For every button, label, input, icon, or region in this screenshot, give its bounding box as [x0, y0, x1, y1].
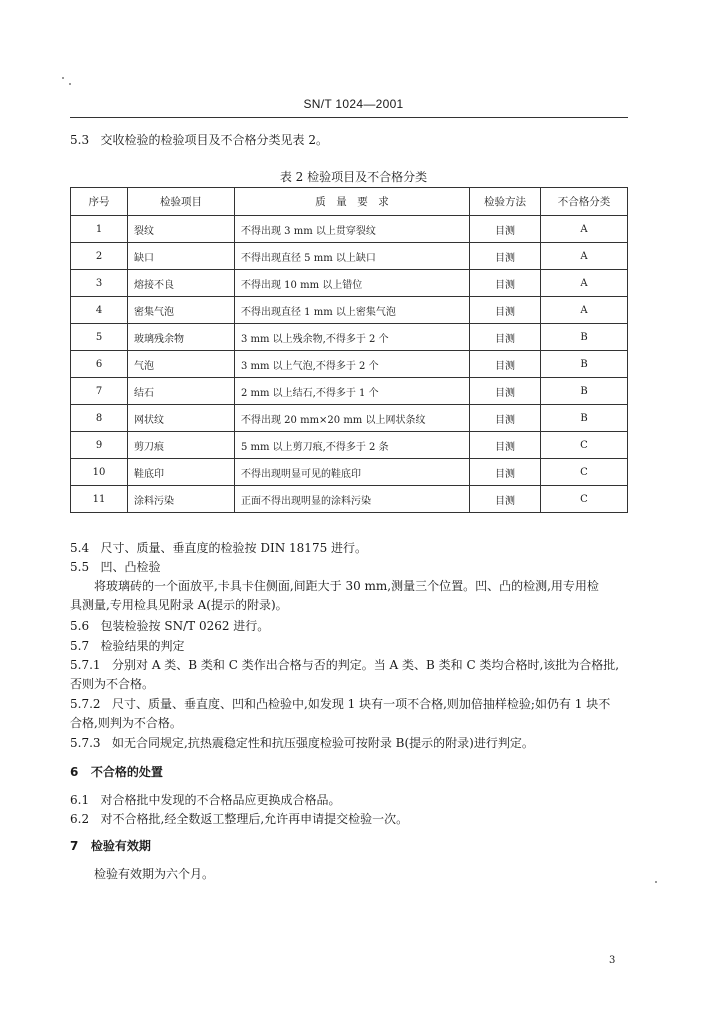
- quality-requirement: 不得出现直径 5 mm 以上缺口: [235, 243, 470, 270]
- clause-title: 检验结果的判定: [100, 639, 185, 653]
- clause-5-5-body-line-1: 将玻璃砖的一个面放平,卡具卡住侧面,间距大于 30 mm,测量三个位置。凹、凸的检测,用专用检: [94, 579, 599, 593]
- clause-text: 分别对 A 类、B 类和 C 类作出合格与否的判定。当 A 类、B 类和 C 类均合格时,该批为合格批,: [112, 658, 620, 672]
- inspection-method: 目测: [470, 324, 541, 351]
- column-header-method: 检验方法: [470, 188, 541, 216]
- inspection-item: 气泡: [128, 351, 235, 378]
- nonconformity-class: A: [541, 243, 628, 270]
- table-row: [71, 297, 628, 324]
- quality-requirement: 正面不得出现明显的涂料污染: [235, 486, 470, 513]
- section-number: 6: [70, 765, 79, 779]
- clause-5-5: [70, 559, 161, 575]
- nonconformity-class: A: [541, 270, 628, 297]
- row-number: 11: [71, 486, 128, 513]
- quality-requirement: 不得出现 10 mm 以上错位: [235, 270, 470, 297]
- inspection-item: 裂纹: [128, 216, 235, 243]
- section-6-heading: [70, 764, 163, 780]
- clause-number: 5.6: [70, 619, 90, 633]
- inspection-method: 目测: [470, 216, 541, 243]
- clause-number: 6.2: [70, 812, 90, 826]
- row-number: 8: [71, 405, 128, 432]
- quality-requirement: 3 mm 以上残余物,不得多于 2 个: [235, 324, 470, 351]
- table-row: [71, 486, 628, 513]
- column-header-item: 检验项目: [128, 188, 235, 216]
- inspection-item: 玻璃残余物: [128, 324, 235, 351]
- inspection-item: 缺口: [128, 243, 235, 270]
- inspection-method: 目测: [470, 486, 541, 513]
- column-header-requirement: 质 量 要 求: [235, 188, 470, 216]
- row-number: 2: [71, 243, 128, 270]
- table-body: [71, 216, 628, 513]
- page-number: 3: [609, 955, 616, 966]
- section-7-heading: [70, 838, 151, 854]
- table-row: [71, 405, 628, 432]
- inspection-item: 剪刀痕: [128, 432, 235, 459]
- inspection-method: 目测: [470, 297, 541, 324]
- row-number: 10: [71, 459, 128, 486]
- table-row: [71, 351, 628, 378]
- clause-6-2: [70, 811, 408, 827]
- clause-text: 尺寸、质量、垂直度、凹和凸检验中,如发现 1 块有一项不合格,则加倍抽样检验;如仍有 1 块不: [112, 697, 611, 711]
- inspection-table: [70, 187, 628, 513]
- quality-requirement: 不得出现 20 mm×20 mm 以上网状条纹: [235, 405, 470, 432]
- table-header-row: [71, 188, 628, 216]
- quality-requirement: 不得出现 3 mm 以上贯穿裂纹: [235, 216, 470, 243]
- section-7-body: 检验有效期为六个月。: [94, 867, 215, 881]
- nonconformity-class: C: [541, 432, 628, 459]
- nonconformity-class: B: [541, 324, 628, 351]
- clause-5-6: [70, 618, 269, 634]
- nonconformity-class: B: [541, 351, 628, 378]
- clause-text: 交收检验的检验项目及不合格分类见表 2。: [100, 133, 328, 147]
- clause-5-7-1: [70, 657, 619, 673]
- clause-5-5-body-line-2: 具测量,专用检具见附录 A(提示的附录)。: [70, 598, 288, 612]
- nonconformity-class: C: [541, 486, 628, 513]
- clause-title: 凹、凸检验: [100, 560, 161, 574]
- inspection-method: 目测: [470, 459, 541, 486]
- column-header-class: 不合格分类: [541, 188, 628, 216]
- table-row: [71, 432, 628, 459]
- scan-speck: [655, 881, 657, 883]
- scan-speck: [69, 83, 71, 85]
- inspection-item: 网状纹: [128, 405, 235, 432]
- inspection-method: 目测: [470, 405, 541, 432]
- clause-number: 5.5: [70, 560, 90, 574]
- nonconformity-class: A: [541, 297, 628, 324]
- clause-5-7-1-line-2: 否则为不合格。: [70, 677, 155, 691]
- inspection-method: 目测: [470, 243, 541, 270]
- row-number: 6: [71, 351, 128, 378]
- inspection-item: 鞋底印: [128, 459, 235, 486]
- table-caption: 表 2 检验项目及不合格分类: [279, 170, 428, 184]
- section-number: 7: [70, 839, 79, 853]
- clause-text: 对合格批中发现的不合格品应更换成合格品。: [100, 793, 341, 807]
- clause-text: 如无合同规定,抗热震稳定性和抗压强度检验可按附录 B(提示的附录)进行判定。: [112, 736, 534, 750]
- inspection-method: 目测: [470, 270, 541, 297]
- section-title: 检验有效期: [90, 839, 151, 853]
- clause-text: 尺寸、质量、垂直度的检验按 DIN 18175 进行。: [100, 541, 368, 555]
- inspection-item: 熔接不良: [128, 270, 235, 297]
- clause-number: 5.3: [70, 133, 90, 147]
- table-row: [71, 378, 628, 405]
- quality-requirement: 不得出现直径 1 mm 以上密集气泡: [235, 297, 470, 324]
- row-number: 5: [71, 324, 128, 351]
- nonconformity-class: C: [541, 459, 628, 486]
- section-title: 不合格的处置: [90, 765, 163, 779]
- clause-5-7-2-line-2: 合格,则判为不合格。: [70, 716, 182, 730]
- quality-requirement: 2 mm 以上结石,不得多于 1 个: [235, 378, 470, 405]
- clause-text: 包装检验按 SN/T 0262 进行。: [100, 619, 270, 633]
- scan-speck: [62, 77, 64, 79]
- clause-number: 6.1: [70, 793, 90, 807]
- quality-requirement: 5 mm 以上剪刀痕,不得多于 2 条: [235, 432, 470, 459]
- nonconformity-class: B: [541, 405, 628, 432]
- row-number: 3: [71, 270, 128, 297]
- nonconformity-class: A: [541, 216, 628, 243]
- clause-5-7-3: [70, 735, 534, 751]
- table-row: [71, 459, 628, 486]
- row-number: 9: [71, 432, 128, 459]
- table-row: [71, 270, 628, 297]
- clause-number: 5.7.1: [70, 658, 101, 672]
- clause-number: 5.7.3: [70, 736, 101, 750]
- clause-5-3: [70, 132, 328, 148]
- inspection-method: 目测: [470, 378, 541, 405]
- clause-5-7-2: [70, 696, 610, 712]
- table-row: [71, 243, 628, 270]
- clause-text: 对不合格批,经全数返工整理后,允许再申请提交检验一次。: [100, 812, 409, 826]
- inspection-item: 涂料污染: [128, 486, 235, 513]
- standard-code: SN/T 1024—2001: [303, 97, 404, 111]
- clause-number: 5.7: [70, 639, 90, 653]
- clause-5-7: [70, 638, 185, 654]
- clause-number: 5.7.2: [70, 697, 101, 711]
- inspection-item: 结石: [128, 378, 235, 405]
- header-rule: [70, 117, 628, 118]
- clause-number: 5.4: [70, 541, 90, 555]
- row-number: 1: [71, 216, 128, 243]
- inspection-method: 目测: [470, 432, 541, 459]
- inspection-item: 密集气泡: [128, 297, 235, 324]
- clause-5-4: [70, 540, 367, 556]
- quality-requirement: 3 mm 以上气泡,不得多于 2 个: [235, 351, 470, 378]
- column-header-no: 序号: [71, 188, 128, 216]
- clause-6-1: [70, 792, 341, 808]
- table-row: [71, 324, 628, 351]
- quality-requirement: 不得出现明显可见的鞋底印: [235, 459, 470, 486]
- table-row: [71, 216, 628, 243]
- row-number: 4: [71, 297, 128, 324]
- inspection-method: 目测: [470, 351, 541, 378]
- nonconformity-class: B: [541, 378, 628, 405]
- row-number: 7: [71, 378, 128, 405]
